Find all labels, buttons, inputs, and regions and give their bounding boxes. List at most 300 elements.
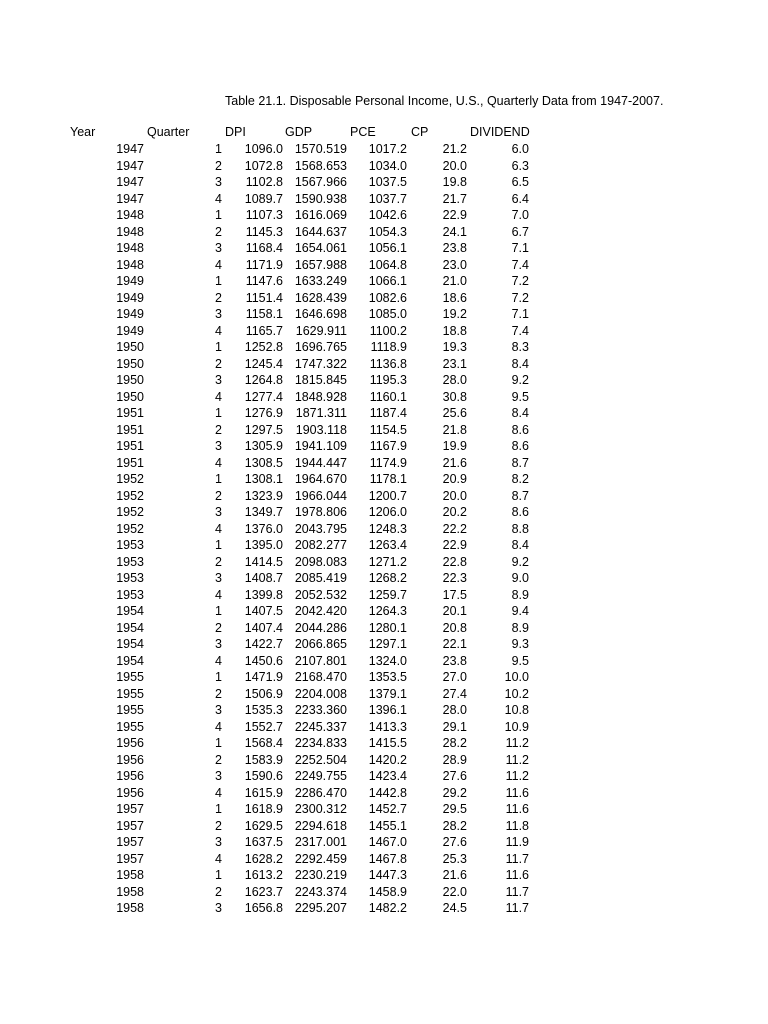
table-row [0,818,768,835]
cell-gdp: 2044.286 [294,620,347,635]
cell-cp: 28.2 [442,736,467,750]
cell-dpi: 1613.2 [244,868,283,882]
cell-dpi: 1072.8 [244,158,283,173]
table-row [0,158,768,175]
cell-pce: 1452.7 [368,802,407,816]
cell-dividend: 7.4 [511,323,529,338]
cell-cp: 18.6 [442,290,467,305]
cell-year: 1950 [116,340,144,354]
cell-dpi: 1171.9 [245,257,283,272]
cell-quarter: 2 [215,158,222,173]
cell-gdp: 1966.044 [294,488,347,503]
cell-quarter: 1 [215,208,222,222]
cell-dpi: 1308.5 [244,455,283,470]
cell-year: 1949 [116,323,144,338]
cell-quarter: 2 [215,884,222,899]
cell-quarter: 4 [215,323,222,338]
cell-dpi: 1252.8 [244,340,283,354]
table-row [0,405,768,422]
cell-dpi: 1552.7 [244,719,283,734]
table-row [0,306,768,323]
cell-dividend: 6.0 [511,142,529,156]
cell-cp: 28.0 [442,373,467,387]
cell-gdp: 1941.109 [294,439,347,453]
cell-pce: 1458.9 [368,884,407,899]
cell-year: 1949 [116,290,144,305]
cell-dividend: 11.7 [505,851,529,866]
cell-cp: 20.0 [442,488,467,503]
cell-gdp: 2066.865 [294,637,347,651]
cell-cp: 17.5 [442,587,467,602]
cell-cp: 24.5 [442,901,467,915]
cell-year: 1951 [116,422,144,437]
cell-dividend: 11.6 [505,785,529,800]
cell-dividend: 11.8 [505,818,529,833]
table-row [0,323,768,340]
cell-pce: 1442.8 [368,785,407,800]
cell-gdp: 2286.470 [294,785,347,800]
cell-dividend: 8.4 [511,406,529,420]
cell-gdp: 1646.698 [294,307,347,321]
cell-pce: 1379.1 [368,686,407,701]
cell-cp: 22.8 [442,554,467,569]
cell-year: 1951 [116,406,144,420]
cell-year: 1948 [116,224,144,239]
cell-pce: 1118.9 [370,340,407,354]
cell-dividend: 8.3 [511,340,529,354]
cell-gdp: 1628.439 [294,290,347,305]
cell-year: 1956 [116,769,144,783]
cell-pce: 1056.1 [368,241,407,255]
cell-quarter: 4 [215,719,222,734]
cell-cp: 28.2 [442,818,467,833]
cell-dividend: 8.4 [511,538,529,552]
cell-cp: 22.2 [442,521,467,536]
cell-cp: 21.8 [442,422,467,437]
cell-quarter: 2 [215,488,222,503]
table-row [0,735,768,752]
cell-dpi: 1276.9 [244,406,283,420]
cell-dpi: 1399.8 [244,587,283,602]
cell-dividend: 9.5 [511,653,529,668]
cell-quarter: 3 [215,637,222,651]
cell-gdp: 2230.219 [294,868,347,882]
cell-dpi: 1637.5 [244,835,283,849]
cell-gdp: 1903.118 [295,422,347,437]
cell-year: 1956 [116,736,144,750]
cell-dpi: 1506.9 [244,686,283,701]
cell-year: 1954 [116,620,144,635]
cell-dpi: 1245.4 [244,356,283,371]
cell-gdp: 1568.653 [294,158,347,173]
cell-gdp: 1848.928 [294,389,347,404]
cell-year: 1957 [116,851,144,866]
cell-cp: 29.5 [442,802,467,816]
cell-pce: 1160.1 [369,389,407,404]
cell-gdp: 2098.083 [294,554,347,569]
cell-year: 1953 [116,538,144,552]
cell-quarter: 4 [215,653,222,668]
cell-pce: 1268.2 [368,571,407,585]
cell-year: 1954 [116,604,144,618]
cell-year: 1958 [116,884,144,899]
cell-pce: 1259.7 [368,587,407,602]
cell-pce: 1195.3 [369,373,407,387]
cell-cp: 23.8 [442,653,467,668]
cell-pce: 1100.2 [369,323,407,338]
cell-pce: 1034.0 [368,158,407,173]
cell-cp: 23.1 [442,356,467,371]
cell-gdp: 2300.312 [294,802,347,816]
cell-pce: 1066.1 [368,274,407,288]
cell-dividend: 11.2 [505,752,529,767]
cell-cp: 27.6 [442,835,467,849]
cell-dpi: 1414.5 [244,554,283,569]
cell-pce: 1136.8 [369,356,407,371]
cell-quarter: 2 [215,554,222,569]
cell-cp: 24.1 [442,224,467,239]
cell-dividend: 7.2 [511,290,529,305]
cell-dividend: 9.3 [511,637,529,651]
cell-quarter: 3 [215,769,222,783]
table-row [0,240,768,257]
cell-dividend: 10.0 [504,670,529,684]
table-row [0,471,768,488]
cell-dividend: 8.6 [511,422,529,437]
table-row [0,554,768,571]
table-row [0,273,768,290]
table-row [0,224,768,241]
cell-gdp: 2085.419 [294,571,347,585]
cell-dpi: 1615.9 [244,785,283,800]
cell-dpi: 1102.8 [245,175,283,189]
cell-year: 1947 [116,142,144,156]
cell-cp: 21.6 [442,868,467,882]
cell-dividend: 10.8 [504,703,529,717]
cell-dpi: 1096.0 [244,142,283,156]
cell-dpi: 1408.7 [244,571,283,585]
table-row [0,768,768,785]
cell-quarter: 4 [215,521,222,536]
cell-pce: 1467.0 [368,835,407,849]
cell-pce: 1447.3 [368,868,407,882]
cell-dpi: 1535.3 [244,703,283,717]
cell-dpi: 1376.0 [244,521,283,536]
cell-quarter: 4 [215,389,222,404]
cell-cp: 29.1 [442,719,467,734]
cell-cp: 22.0 [442,884,467,899]
cell-dividend: 9.2 [511,554,529,569]
cell-year: 1952 [116,472,144,486]
table-header [0,124,768,141]
cell-pce: 1017.2 [368,142,407,156]
table-row [0,834,768,851]
column-header-dividend: DIVIDEND [470,125,530,139]
cell-year: 1957 [116,818,144,833]
cell-quarter: 1 [215,670,222,684]
cell-cp: 27.0 [442,670,467,684]
cell-quarter: 3 [215,241,222,255]
table-row [0,438,768,455]
cell-quarter: 4 [215,587,222,602]
cell-gdp: 2294.618 [294,818,347,833]
cell-pce: 1206.0 [368,505,407,519]
cell-quarter: 1 [215,736,222,750]
cell-year: 1951 [116,455,144,470]
table-row [0,356,768,373]
cell-cp: 20.2 [442,505,467,519]
table-row [0,257,768,274]
cell-pce: 1353.5 [368,670,407,684]
cell-dpi: 1450.6 [244,653,283,668]
cell-gdp: 2043.795 [294,521,347,536]
cell-dividend: 7.4 [511,257,529,272]
cell-quarter: 1 [215,868,222,882]
cell-cp: 21.0 [442,274,467,288]
cell-dpi: 1471.9 [244,670,283,684]
cell-gdp: 2252.504 [294,752,347,767]
cell-dividend: 11.2 [505,736,529,750]
cell-pce: 1280.1 [368,620,407,635]
table-row [0,785,768,802]
cell-cp: 21.2 [442,142,467,156]
cell-dividend: 9.2 [511,373,529,387]
column-header-year: Year [70,125,96,139]
cell-year: 1954 [116,653,144,668]
table-row [0,290,768,307]
cell-dividend: 7.1 [511,241,529,255]
cell-dpi: 1349.7 [244,505,283,519]
cell-year: 1955 [116,686,144,701]
cell-dividend: 11.6 [505,802,529,816]
cell-pce: 1455.1 [368,818,407,833]
cell-dpi: 1145.3 [245,224,283,239]
cell-gdp: 1633.249 [294,274,347,288]
cell-quarter: 2 [215,686,222,701]
cell-quarter: 1 [215,472,222,486]
cell-dividend: 10.2 [504,686,529,701]
cell-gdp: 1570.519 [294,142,347,156]
table-row [0,686,768,703]
cell-cp: 27.4 [442,686,467,701]
cell-year: 1958 [116,868,144,882]
cell-pce: 1200.7 [368,488,407,503]
cell-gdp: 2233.360 [294,703,347,717]
cell-dpi: 1407.5 [244,604,283,618]
cell-dividend: 11.7 [505,901,529,915]
cell-dpi: 1623.7 [244,884,283,899]
cell-dpi: 1568.4 [244,736,283,750]
cell-gdp: 1590.938 [294,191,347,206]
cell-dividend: 7.0 [511,208,529,222]
cell-cp: 29.2 [442,785,467,800]
cell-year: 1955 [116,670,144,684]
cell-quarter: 4 [215,257,222,272]
column-header-quarter: Quarter [147,125,190,139]
cell-dividend: 8.7 [511,455,529,470]
cell-dividend: 11.7 [505,884,529,899]
cell-pce: 1423.4 [368,769,407,783]
table-row [0,719,768,736]
cell-year: 1954 [116,637,144,651]
cell-dividend: 6.7 [511,224,529,239]
cell-pce: 1187.4 [369,406,407,420]
table-row [0,900,768,917]
cell-year: 1948 [116,208,144,222]
cell-dpi: 1107.3 [245,208,283,222]
cell-quarter: 2 [215,422,222,437]
cell-year: 1947 [116,191,144,206]
cell-quarter: 3 [215,571,222,585]
cell-year: 1951 [116,439,144,453]
cell-dpi: 1618.9 [244,802,283,816]
cell-year: 1952 [116,505,144,519]
cell-gdp: 1654.061 [294,241,347,255]
cell-dividend: 8.8 [511,521,529,536]
table-row [0,504,768,521]
cell-year: 1953 [116,554,144,569]
cell-dividend: 11.6 [505,868,529,882]
cell-quarter: 4 [215,851,222,866]
cell-gdp: 2292.459 [294,851,347,866]
cell-dpi: 1395.0 [244,538,283,552]
cell-cp: 21.7 [442,191,467,206]
cell-dividend: 8.6 [511,505,529,519]
cell-gdp: 1944.447 [294,455,347,470]
cell-quarter: 2 [215,752,222,767]
cell-pce: 1324.0 [368,653,407,668]
table-row [0,191,768,208]
cell-dpi: 1407.4 [244,620,283,635]
cell-gdp: 2249.755 [294,769,347,783]
cell-quarter: 2 [215,356,222,371]
cell-pce: 1467.8 [368,851,407,866]
cell-quarter: 3 [215,835,222,849]
cell-year: 1953 [116,587,144,602]
cell-cp: 19.9 [442,439,467,453]
cell-quarter: 3 [215,175,222,189]
cell-gdp: 1871.311 [295,406,347,420]
cell-cp: 23.8 [442,241,467,255]
cell-year: 1949 [116,274,144,288]
cell-gdp: 1629.911 [295,323,347,338]
cell-dpi: 1151.4 [245,290,283,305]
cell-quarter: 3 [215,439,222,453]
cell-pce: 1415.5 [368,736,407,750]
cell-year: 1949 [116,307,144,321]
cell-dividend: 11.9 [505,835,529,849]
cell-quarter: 4 [215,785,222,800]
cell-pce: 1042.6 [368,208,407,222]
cell-quarter: 1 [215,406,222,420]
cell-year: 1950 [116,356,144,371]
cell-cp: 25.6 [442,406,467,420]
cell-cp: 21.6 [442,455,467,470]
cell-cp: 30.8 [442,389,467,404]
cell-gdp: 1616.069 [294,208,347,222]
table-row [0,207,768,224]
table-row [0,455,768,472]
cell-cp: 20.8 [442,620,467,635]
cell-pce: 1037.5 [368,175,407,189]
cell-cp: 19.2 [442,307,467,321]
cell-year: 1955 [116,719,144,734]
cell-quarter: 1 [215,538,222,552]
cell-cp: 19.8 [442,175,467,189]
cell-pce: 1396.1 [368,703,407,717]
cell-gdp: 1747.322 [294,356,347,371]
cell-pce: 1064.8 [368,257,407,272]
cell-gdp: 2245.337 [294,719,347,734]
cell-quarter: 3 [215,703,222,717]
cell-dpi: 1089.7 [244,191,283,206]
cell-pce: 1264.3 [368,604,407,618]
table-row [0,752,768,769]
table-row [0,587,768,604]
cell-dpi: 1629.5 [244,818,283,833]
cell-gdp: 1978.806 [294,505,347,519]
cell-cp: 20.0 [442,158,467,173]
cell-cp: 27.6 [442,769,467,783]
cell-pce: 1174.9 [369,455,407,470]
cell-year: 1948 [116,241,144,255]
cell-cp: 22.1 [442,637,467,651]
cell-quarter: 3 [215,901,222,915]
cell-dividend: 7.1 [511,307,529,321]
cell-dpi: 1590.6 [244,769,283,783]
cell-quarter: 1 [215,274,222,288]
cell-cp: 28.9 [442,752,467,767]
cell-cp: 18.8 [442,323,467,338]
cell-year: 1956 [116,785,144,800]
cell-dividend: 8.2 [511,472,529,486]
cell-year: 1952 [116,488,144,503]
cell-year: 1953 [116,571,144,585]
cell-gdp: 2317.001 [294,835,347,849]
cell-gdp: 2234.833 [294,736,347,750]
cell-dpi: 1656.8 [244,901,283,915]
cell-pce: 1420.2 [368,752,407,767]
cell-quarter: 4 [215,455,222,470]
cell-dpi: 1277.4 [244,389,283,404]
cell-gdp: 2042.420 [294,604,347,618]
cell-dividend: 7.2 [511,274,529,288]
column-header-gdp: GDP [285,125,313,139]
cell-year: 1957 [116,802,144,816]
cell-dpi: 1168.4 [245,241,283,255]
cell-gdp: 2243.374 [294,884,347,899]
cell-dpi: 1583.9 [244,752,283,767]
cell-quarter: 2 [215,818,222,833]
cell-dpi: 1264.8 [244,373,283,387]
cell-gdp: 1964.670 [294,472,347,486]
cell-quarter: 1 [215,604,222,618]
table-row [0,570,768,587]
cell-dividend: 8.7 [511,488,529,503]
cell-quarter: 4 [215,191,222,206]
cell-pce: 1154.5 [369,422,407,437]
cell-quarter: 2 [215,620,222,635]
cell-year: 1955 [116,703,144,717]
table-row [0,851,768,868]
cell-dpi: 1158.1 [245,307,283,321]
cell-pce: 1178.1 [369,472,407,486]
column-header-dpi: DPI [225,125,246,139]
cell-gdp: 1696.765 [294,340,347,354]
table-row [0,603,768,620]
cell-pce: 1482.2 [368,901,407,915]
cell-quarter: 3 [215,505,222,519]
